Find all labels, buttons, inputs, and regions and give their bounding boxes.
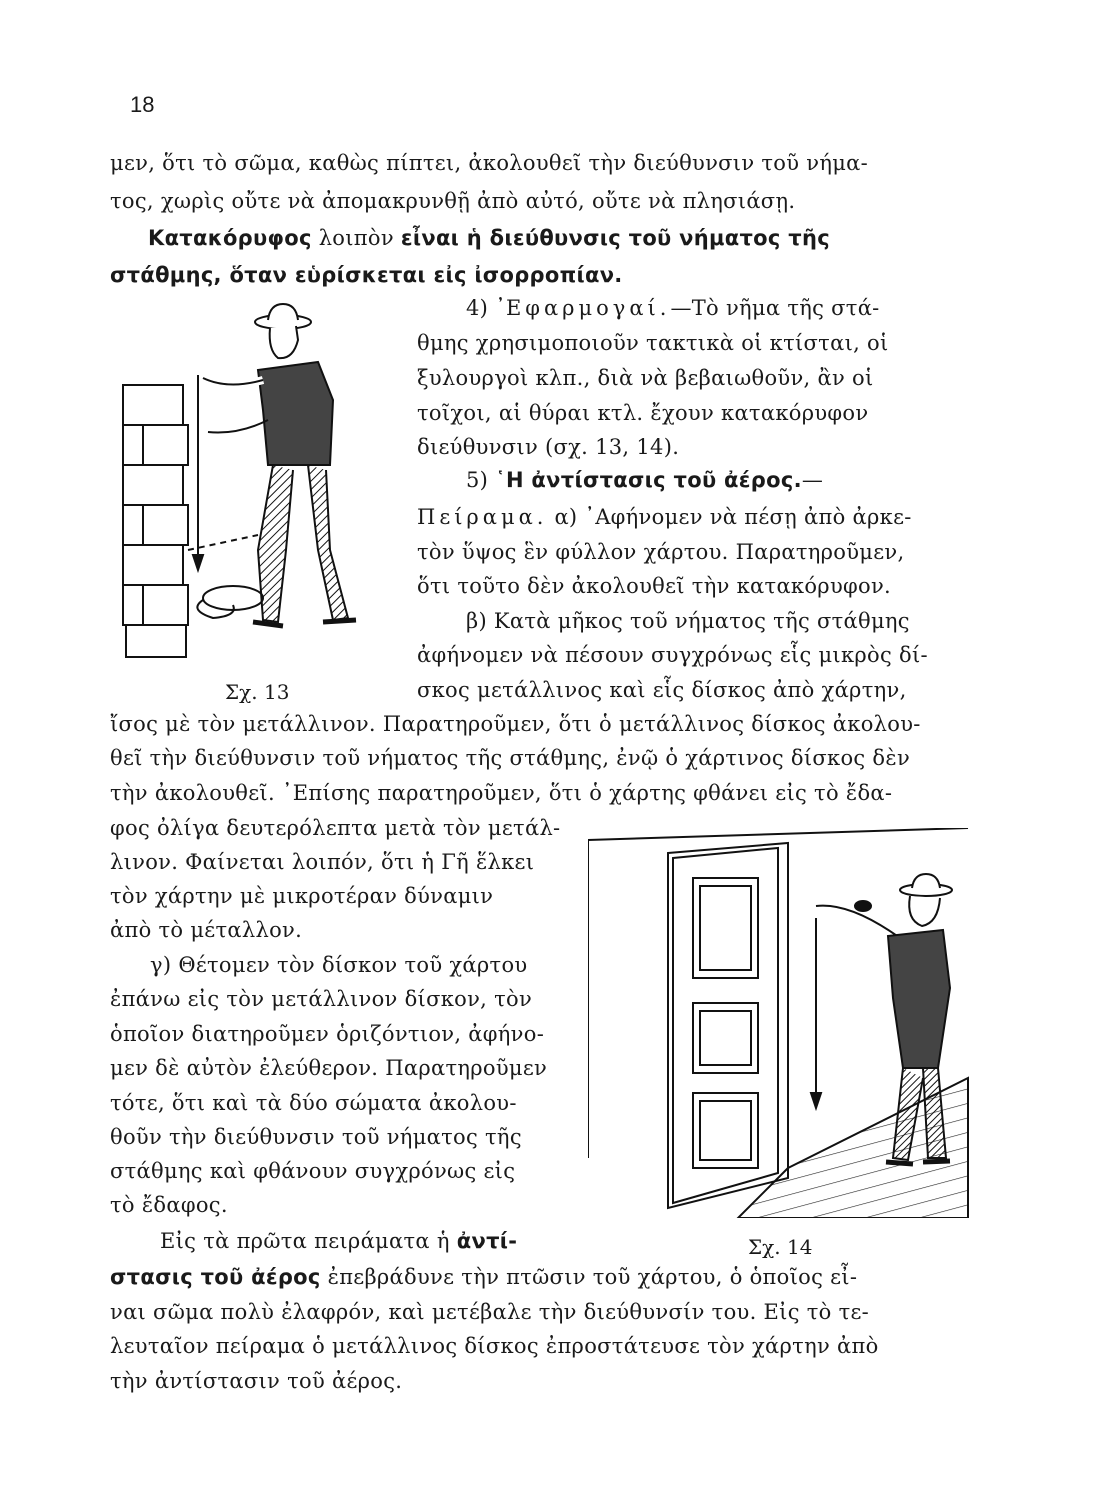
text: 4) ᾿ xyxy=(466,296,506,320)
emphasis: ἀντί- xyxy=(456,1229,518,1253)
text-line: τὴν ἀκολουθεῖ. ᾿Επίσης παρατηροῦμεν, ὅτι ὁ χάρτης φθάνει εἰς τὸ ἔδα- xyxy=(110,781,893,805)
brick xyxy=(123,585,143,625)
figure-13-illustration xyxy=(118,300,418,670)
brick xyxy=(143,425,188,465)
text-line: στάθμης καὶ φθάνουν συγχρόνως εἰς xyxy=(110,1159,516,1183)
text-line: στάθμης, ὅταν εὑρίσκεται εἰς ἰσορροπίαν. xyxy=(110,263,623,287)
plumb-bob xyxy=(811,1093,821,1108)
section-heading: ῾Η ἀντίστασις τοῦ ἀέρος. xyxy=(495,468,802,492)
text-line: γ) Θέτομεν τὸν δίσκον τοῦ χάρτου xyxy=(150,953,528,977)
text-line: θοῦν τὴν διεύθυνσιν τοῦ νήματος τῆς xyxy=(110,1125,522,1149)
plumb-bob xyxy=(193,555,203,570)
text-line: θεῖ τὴν διεύθυνσιν τοῦ νήματος τῆς στάθμης, ἐνῷ ὁ χάρτινος δίσκος δὲν xyxy=(110,746,911,770)
text-line: διεύθυνσιν (σχ. 13, 14). xyxy=(417,435,680,459)
text-line: ξυλουργοὶ κλπ., διὰ νὰ βεβαιωθοῦν, ἂν οἱ xyxy=(417,366,874,390)
emphasis: Κατακόρυφος xyxy=(148,226,312,250)
text-line xyxy=(110,1264,857,1290)
text-line: ὅτι τοῦτο δὲν ἀκολουθεῖ τὴν κατακόρυφον. xyxy=(417,574,891,598)
brick xyxy=(123,545,183,585)
text-line xyxy=(466,295,880,321)
text-line: μεν δὲ αὐτὸν ἐλεύθερον. Παρατηροῦμεν xyxy=(110,1056,548,1080)
text: α) ᾿Αφήνομεν νὰ πέσῃ ἀπὸ ἀρκε- xyxy=(554,505,912,529)
text-line: ἀπὸ τὸ μέταλλον. xyxy=(110,918,303,942)
text-line xyxy=(148,225,830,251)
page-number: 18 xyxy=(130,92,155,117)
brick xyxy=(123,425,143,465)
brick xyxy=(123,505,143,545)
text-line: ναι σῶμα πολὺ ἐλαφρόν, καὶ μετέβαλε τὴν διεύθυνσίν του. Εἰς τὸ τε- xyxy=(110,1300,870,1324)
emphasis: στασις τοῦ ἀέρος xyxy=(110,1265,321,1289)
figure-14-caption: Σχ. 14 xyxy=(748,1235,813,1259)
text-line: τότε, ὅτι καὶ τὰ δύο σώματα ἀκολου- xyxy=(110,1091,517,1115)
text-line xyxy=(466,467,823,493)
text-line xyxy=(417,504,912,530)
text-line: σκος μετάλλινος καὶ εἷς δίσκος ἀπὸ χάρτην, xyxy=(417,678,907,702)
text-line: τὸν ὕψος ἓν φύλλον χάρτου. Παρατηροῦμεν, xyxy=(417,540,905,564)
text-line: β) Κατὰ μῆκος τοῦ νήματος τῆς στάθμης xyxy=(466,609,910,633)
text-line: τὸν χάρτην μὲ μικροτέραν δύναμιν xyxy=(110,884,494,908)
text-line: τος, χωρὶς οὔτε νὰ ἀπομακρυνθῇ ἀπὸ αὐτό, οὔτε νὰ πλησιάσῃ. xyxy=(110,189,796,213)
text-line: λινον. Φαίνεται λοιπόν, ὅτι ἡ Γῆ ἕλκει xyxy=(110,850,535,874)
text-line: μεν, ὅτι τὸ σῶμα, καθὼς πίπτει, ἀκολουθεῖ τὴν διεύθυνσιν τοῦ νήμα- xyxy=(110,151,869,175)
vest xyxy=(888,930,950,1068)
figure-14-illustration xyxy=(588,828,988,1218)
text-line: ἴσος μὲ τὸν μετάλλινον. Παρατηροῦμεν, ὅτι ὁ μετάλλινος δίσκος ἀκολου- xyxy=(110,712,921,736)
figure-13-caption: Σχ. 13 xyxy=(225,680,290,704)
text: — xyxy=(801,468,824,492)
ceiling-line xyxy=(588,828,968,840)
brick xyxy=(143,585,188,625)
text: 5) xyxy=(466,468,489,492)
brick xyxy=(123,385,183,425)
text: Εἰς τὰ πρῶτα πειράματα ἡ xyxy=(160,1229,450,1253)
text-line: λευταῖον πείραμα ὁ μετάλλινος δίσκος ἐπροστάτευσε τὸν χάρτην ἀπὸ xyxy=(110,1334,879,1358)
text-line xyxy=(160,1228,517,1254)
spaced-heading: Εφαρμογαί. xyxy=(505,296,671,320)
text-line: θμης χρησιμοποιοῦν τακτικὰ οἱ κτίσται, οἱ xyxy=(417,331,889,355)
text-line: ὁποῖον διατηροῦμεν ὁριζόντιον, ἀφήνο- xyxy=(110,1022,545,1046)
text-line: τοῖχοι, αἱ θύραι κτλ. ἔχουν κατακόρυφον xyxy=(417,401,869,425)
text: λοιπὸν xyxy=(318,226,394,250)
vest xyxy=(258,362,333,465)
text-line: ἐπάνω εἰς τὸν μετάλλινον δίσκον, τὸν xyxy=(110,987,533,1011)
brick xyxy=(123,465,183,505)
text-line: τὸ ἔδαφος. xyxy=(110,1193,228,1217)
emphasis: εἶναι ἡ διεύθυνσις τοῦ νήματος τῆς xyxy=(400,226,830,250)
text-line: ἀφήνομεν νὰ πέσουν συγχρόνως εἷς μικρὸς δί- xyxy=(417,643,928,667)
text-line: τὴν ἀντίστασιν τοῦ ἀέρος. xyxy=(110,1369,403,1393)
text: ἐπεβράδυνε τὴν πτῶσιν τοῦ χάρτου, ὁ ὁποῖος εἶ- xyxy=(327,1265,858,1289)
spaced-heading: Πείραμα. xyxy=(417,505,548,529)
brick xyxy=(143,505,188,545)
text: —Τὸ νῆμα τῆς στά- xyxy=(670,296,880,320)
text-line: φος ὀλίγα δευτερόλεπτα μετὰ τὸν μετάλ- xyxy=(110,816,561,840)
brick xyxy=(126,625,186,657)
